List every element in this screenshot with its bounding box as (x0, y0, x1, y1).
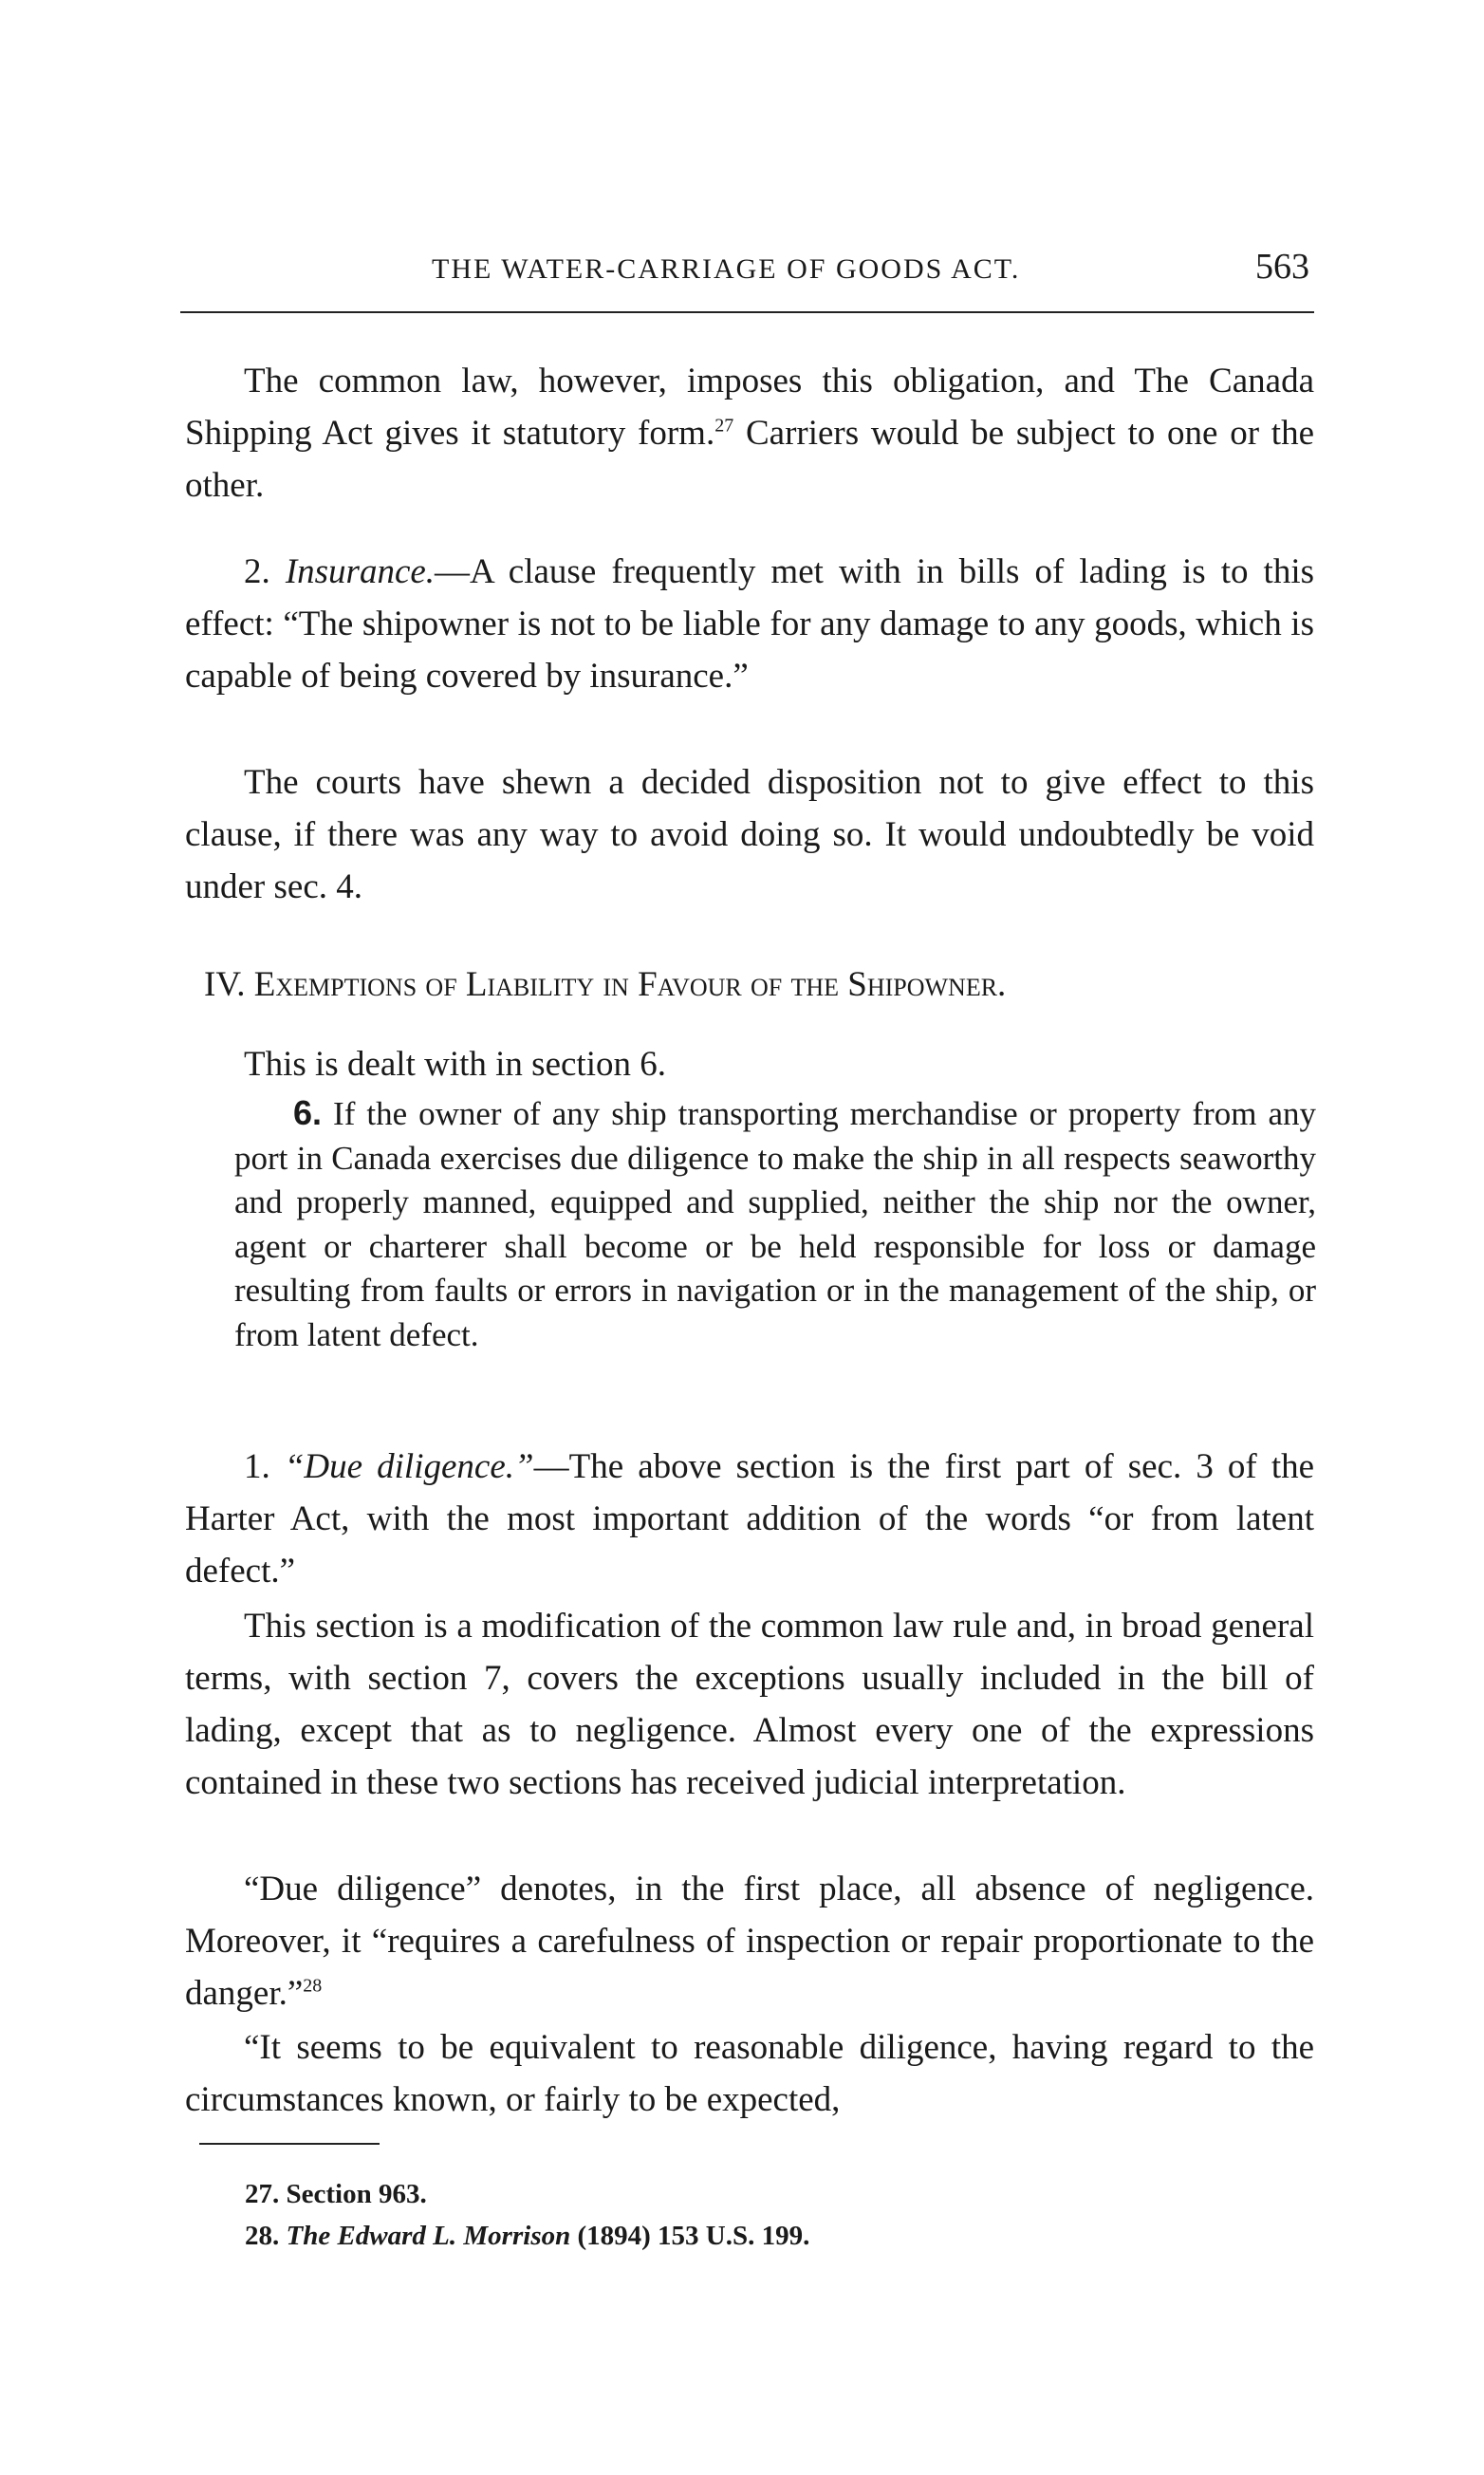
paragraph-due-diligence (185, 1441, 1314, 1597)
footnote-number: 28. (245, 2221, 287, 2251)
paragraph-modification (185, 1600, 1314, 1809)
paragraph-text: This is dealt with in section 6. (244, 1045, 666, 1084)
paragraph-insurance (185, 546, 1314, 702)
paragraph-absence-negligence (185, 1863, 1314, 2019)
statute-number: 6. (293, 1093, 323, 1132)
page-number: 563 (1255, 247, 1309, 287)
footnote-27: 27. Section 963. (245, 2179, 427, 2209)
paragraph-courts (185, 756, 1314, 913)
footnote-rule (199, 2143, 380, 2145)
paragraph-text: Carriers would be subject to one or the other. (185, 414, 1314, 505)
paragraph-common-law (185, 355, 1314, 512)
statute-text: If the owner of any ship transporting merchandise or property from any port in Canada exercises due diligence to make the ship in all respects seaworthy and properly manned, equipped and supplied, neither the ship nor the owner, agent or charterer shall become or be held responsible for loss or damage resulting from faults or errors in navigation or in the management of the ship, or from latent defect. (234, 1095, 1316, 1353)
paragraph-text: The courts have shewn a decided disposition not to give effect to this clause, if there was any way to avoid doing so. It would undoubtedly be void under sec. 4. (185, 763, 1314, 906)
paragraph-text: —A clause frequently met with in bills of lading is to this effect: “The shipowner is not to be liable for any damage to any goods, which is capable of being covered by insurance.” (185, 552, 1315, 696)
paragraph-title: Insurance. (285, 552, 436, 591)
footnote-case-name: The Edward L. Morrison (286, 2221, 571, 2251)
paragraph-dealt-with (185, 1038, 1314, 1090)
paragraph-title: “Due diligence.” (284, 1447, 534, 1486)
paragraph-number: 1. (244, 1447, 285, 1486)
paragraph-text: The common law, however, imposes this obligation, and The Canada Shipping Act gives it statutory form. (185, 362, 1314, 453)
header-rule (180, 311, 1314, 313)
paragraph-text: “It seems to be equivalent to reasonable diligence, having regard to the circumstances known, or fairly to be expected, (185, 2028, 1314, 2119)
footnote-28 (245, 2217, 809, 2255)
statute-section-6 (234, 1091, 1316, 1357)
paragraph-number: 2. (244, 552, 286, 591)
footnote-ref-28: 28 (303, 1975, 323, 1997)
running-head (180, 242, 1314, 299)
paragraph-reasonable-diligence (185, 2021, 1314, 2126)
footnote-ref-27: 27 (714, 415, 734, 437)
paragraph-text: This section is a modification of the common law rule and, in broad general terms, with section 7, covers the exceptions usually included in the bill of lading, except that as to negligence. Almost every one of the expressions contained in these two sections has received judicial interpretation. (185, 1607, 1314, 1802)
paragraph-text: “Due diligence” denotes, in the first place, all absence of negligence. Moreover, it “requires a carefulness of inspection or repair proportionate to the danger.” (185, 1870, 1314, 2013)
footnote-citation: (1894) 153 U.S. 199. (570, 2221, 810, 2251)
running-title: THE WATER-CARRIAGE OF GOODS ACT. (432, 253, 1021, 285)
paragraph-text: —The above section is the first part of sec. 3 of the Harter Act, with the most important addition of the words “or from latent defect.” (185, 1447, 1315, 1591)
section-heading: IV. Exemptions of Liability in Favour of the Shipowner. (204, 965, 1007, 1004)
